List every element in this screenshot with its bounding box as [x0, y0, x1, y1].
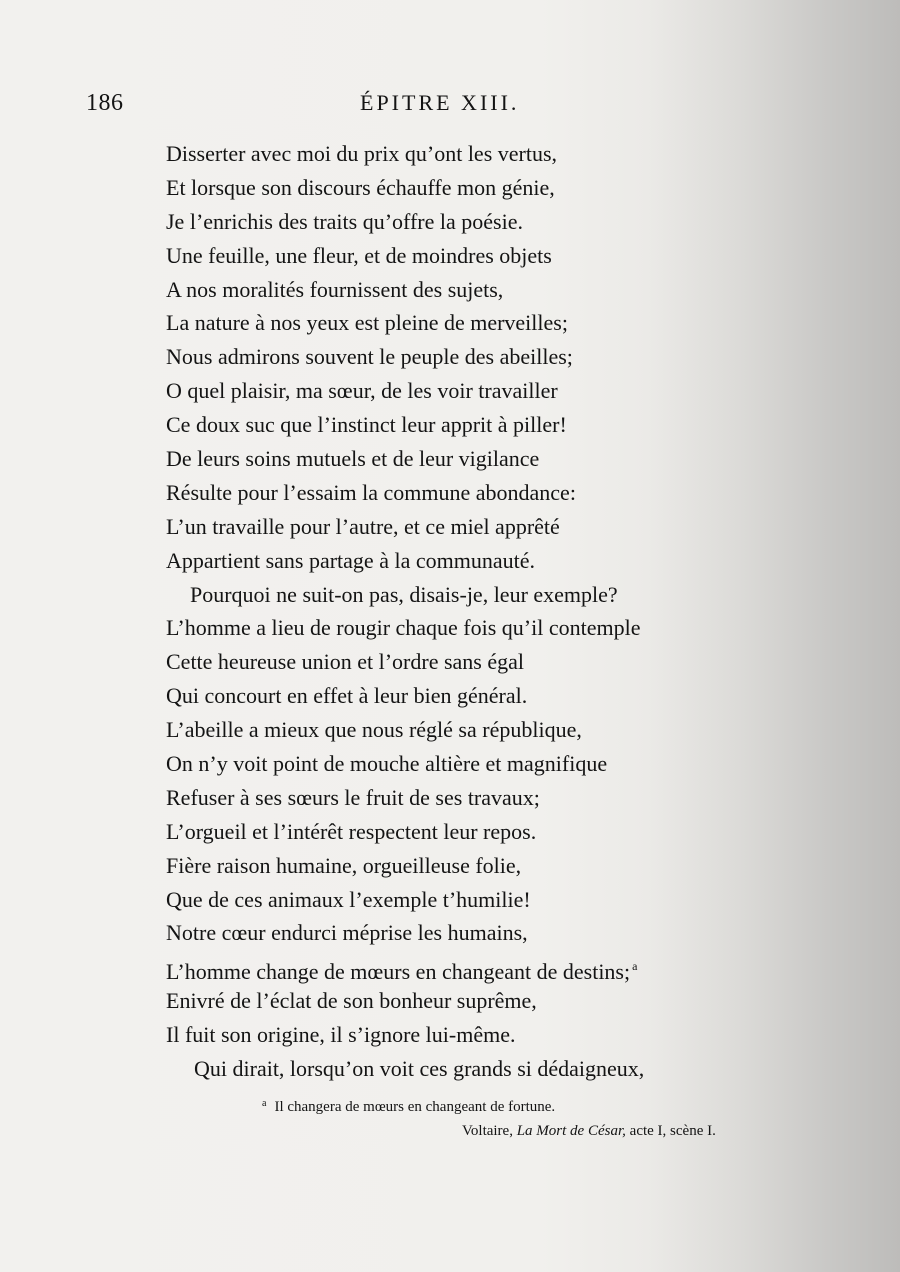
verse-line: Fière raison humaine, orgueilleuse folie,: [166, 852, 522, 878]
verse-line: Cette heureuse union et l’ordre sans égal: [166, 649, 524, 675]
verse-line: Enivré de l’éclat de son bonheur suprême,: [166, 988, 537, 1014]
verse-line: Notre cœur endurci méprise les humains,: [166, 920, 528, 946]
verse-line: Que de ces animaux l’exemple t’humilie!: [166, 886, 531, 912]
verse-line: Qui concourt en effet à leur bien général.: [166, 683, 528, 709]
footnote-text: Il changera de mœurs en changeant de fortune.: [274, 1099, 556, 1115]
verse-line-indented: Qui dirait, lorsqu’on voit ces grands si dédaigneux,: [194, 1056, 645, 1082]
verse-line: Et lorsque son discours échauffe mon génie,: [166, 174, 555, 200]
footnote: [262, 1098, 555, 1116]
verse-line: Il fuit son origine, il s’ignore lui-même.: [166, 1022, 516, 1048]
verse-line: Appartient sans partage à la communauté.: [166, 547, 535, 573]
verse-line: L’homme a lieu de rougir chaque fois qu’il contemple: [166, 615, 641, 641]
footnote-reference: a: [632, 959, 638, 974]
verse-line: Je l’enrichis des traits qu’offre la poésie.: [166, 208, 523, 234]
verse-line: O quel plaisir, ma sœur, de les voir travailler: [166, 378, 558, 404]
footnote-attribution: [462, 1123, 716, 1140]
verse-line: Nous admirons souvent le peuple des abeilles;: [166, 344, 573, 370]
verse-line: Une feuille, une fleur, et de moindres objets: [166, 242, 552, 268]
verse-line: La nature à nos yeux est pleine de merveilles;: [166, 310, 568, 336]
attribution-location: acte I, scène I.: [629, 1123, 716, 1139]
verse-line: L’abeille a mieux que nous réglé sa république,: [166, 717, 582, 743]
verse-line-text: L’homme change de mœurs en changeant de destins;: [166, 959, 631, 985]
verse-line: Ce doux suc que l’instinct leur apprit à piller!: [166, 412, 567, 438]
page-number: 186: [86, 90, 124, 116]
verse-line: Disserter avec moi du prix qu’ont les vertus,: [166, 141, 558, 166]
footnote-marker: a: [262, 1098, 267, 1109]
verse-line: Résulte pour l’essaim la commune abondance:: [166, 479, 576, 505]
attribution-title: La Mort de César,: [516, 1123, 626, 1139]
verse-line-indented: Pourquoi ne suit-on pas, disais-je, leur exemple?: [190, 581, 618, 607]
verse-line-with-note: [166, 950, 806, 984]
running-title: ÉPITRE XIII.: [360, 90, 520, 115]
verse-line: Refuser à ses sœurs le fruit de ses travaux;: [166, 784, 540, 810]
verse-line: L’orgueil et l’intérêt respectent leur repos.: [166, 818, 537, 844]
attribution-author: Voltaire,: [462, 1123, 513, 1139]
poem-body: [166, 137, 806, 1086]
verse-line: L’un travaille pour l’autre, et ce miel apprêté: [166, 513, 560, 539]
verse-line: On n’y voit point de mouche altière et magnifique: [166, 751, 608, 777]
verse-line: De leurs soins mutuels et de leur vigilance: [166, 446, 540, 472]
verse-line: A nos moralités fournissent des sujets,: [166, 276, 504, 302]
